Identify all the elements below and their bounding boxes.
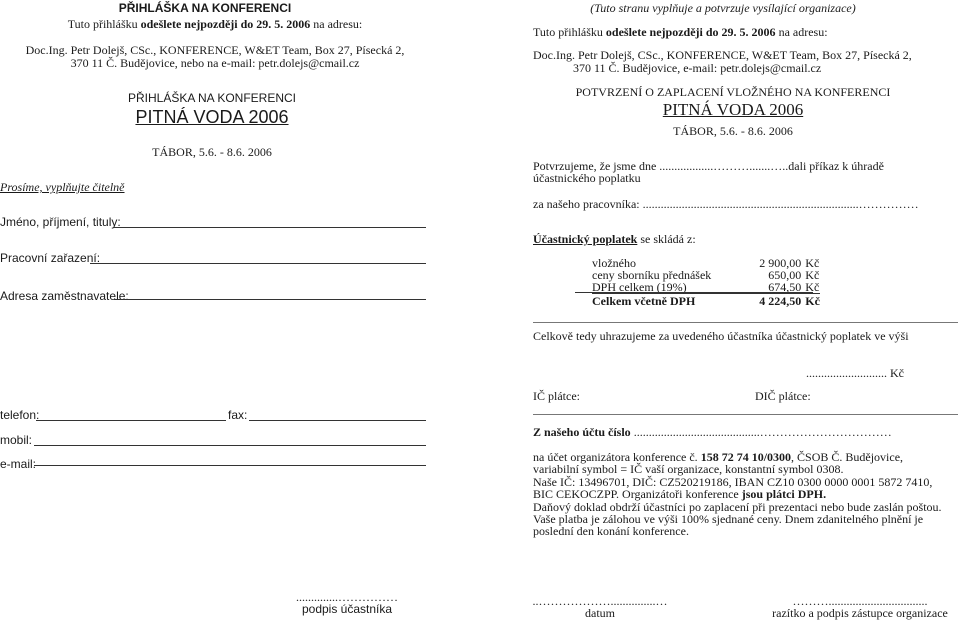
fee-total-currency: Kč xyxy=(801,294,820,308)
fee-intro xyxy=(533,233,696,246)
fee-item: ceny sborníku přednášek xyxy=(592,268,712,282)
section-divider xyxy=(533,322,958,323)
right-conference-name: PITNÁ VODA 2006 xyxy=(662,100,804,119)
fee-amount: 650,00 xyxy=(768,268,802,282)
phone-field[interactable] xyxy=(36,408,226,421)
left-venue-dates: TÁBOR, 5.6. - 8.6. 2006 xyxy=(152,145,272,159)
fee-amount: 2 900,00 xyxy=(759,256,802,270)
left-conference-name: PITNÁ VODA 2006 xyxy=(135,107,289,127)
stamp-dots: ………................................. xyxy=(792,594,928,608)
fee-intro-rest: se skládá z: xyxy=(637,232,696,246)
left-address-line1: Doc.Ing. Petr Dolejš, CSc., KONFERENCE, W&ET Team, Box 27, Písecká 2, xyxy=(25,43,405,57)
fee-intro-underlined: Účastnický poplatek xyxy=(533,232,638,246)
stamp-label: razítko a podpis zástupce organizace xyxy=(772,606,948,620)
payment-info-p3: Daňový doklad obdrží účastníci po zaplacení při prezentaci nebo bude zaslán poštou. Vaše platba je zálohou ve výši 100% sjednané ceny. Dnem zdanitelného plnění je poslední den konání konference. xyxy=(533,499,942,539)
employee-line: za našeho pracovníka: ........................................................................…………… xyxy=(533,197,919,211)
employer-address-field[interactable] xyxy=(114,287,426,300)
payment-info-p1 xyxy=(533,451,948,476)
account-dots[interactable]: ..........................................…………………………… xyxy=(633,425,892,439)
right-deadline-suffix: na adresu: xyxy=(775,25,828,39)
vat-payer-note: jsou plátci DPH. xyxy=(741,487,827,502)
signature-label: podpis účastníka xyxy=(301,602,393,616)
email-label: e-mail: xyxy=(0,457,37,471)
left-deadline-suffix: na adresu: xyxy=(310,17,363,31)
right-deadline xyxy=(533,26,828,39)
organizer-note: (Tuto stranu vyplňuje a potvrzuje vysílající organizace) xyxy=(590,1,856,15)
fee-total-item: Celkem včetně DPH xyxy=(592,294,711,308)
fee-total-row xyxy=(592,294,820,308)
fee-table xyxy=(592,257,820,307)
email-field[interactable] xyxy=(34,453,426,466)
employer-address-label: Adresa zaměstnavatele: xyxy=(0,289,129,303)
ico-label: IČ plátce: xyxy=(533,389,580,403)
mobile-label: mobil: xyxy=(0,433,33,447)
left-address-line2: 370 11 Č. Budějovice, nebo na e-mail: petr.dolejs@cmail.cz xyxy=(70,56,360,70)
right-deadline-prefix: Tuto přihlášku xyxy=(533,25,606,39)
fee-amount: 674,50 xyxy=(768,280,802,294)
left-form-heading: PŘIHLÁŠKA NA KONFERENCI xyxy=(127,91,297,105)
signature-dots: ..............…………… xyxy=(296,590,398,604)
right-venue-dates: TÁBOR, 5.6. - 8.6. 2006 xyxy=(673,124,793,138)
fee-currency: Kč xyxy=(805,268,820,282)
account-divider xyxy=(533,414,958,415)
left-header-title: PŘIHLÁŠKA NA KONFERENCI xyxy=(118,1,292,15)
date-label: datum xyxy=(585,606,615,620)
confirm-line2: účastnického poplatku xyxy=(533,171,641,185)
account-label: Z našeho účtu číslo xyxy=(533,425,631,439)
confirmation-heading: POTVRZENÍ O ZAPLACENÍ VLOŽNÉHO NA KONFERENCI xyxy=(575,85,891,99)
right-address-line2: 370 11 Č. Budějovice, e-mail: petr.dolejs@cmail.cz xyxy=(573,61,822,75)
dic-label: DIČ plátce: xyxy=(755,389,811,403)
payment-info-p2-text: Naše IČ: 13496701, DIČ: CZ520219186, IBAN CZ10 0300 0000 0001 5872 7410, BIC CEKOCZPP. Organizátoři konference xyxy=(533,474,933,502)
right-address-line1: Doc.Ing. Petr Dolejš, CSc., KONFERENCE, W&ET Team, Box 27, Písecká 2, xyxy=(533,48,912,62)
left-deadline xyxy=(25,18,405,31)
fee-table-underline xyxy=(575,292,813,293)
mobile-field[interactable] xyxy=(34,433,426,446)
fee-item: vložného xyxy=(592,256,636,270)
date-dots: ..………………...............… xyxy=(532,594,668,608)
position-label: Pracovní zařazení: xyxy=(0,251,101,265)
fee-total-amount: 4 224,50 xyxy=(711,294,801,308)
payment-info-p1-suffix: , ČSOB Č. Budějovice, variabilní symbol = IČ vaší organizace, konstantní symbol 0308. xyxy=(533,450,904,477)
fee-item: DPH celkem (19%) xyxy=(592,280,687,294)
payment-info xyxy=(533,451,948,538)
fee-currency: Kč xyxy=(805,256,820,270)
left-deadline-prefix: Tuto přihlášku xyxy=(67,17,141,31)
name-label: Jméno, příjmení, tituly: xyxy=(0,215,121,229)
phone-label: telefon: xyxy=(0,408,40,422)
name-field[interactable] xyxy=(114,215,426,228)
organizer-account-number: 158 72 74 10/0300 xyxy=(700,450,792,464)
total-statement: Celkově tedy uhrazujeme za uvedeného účastníka účastnický poplatek ve výši xyxy=(533,329,909,343)
payment-info-p2 xyxy=(533,476,948,501)
amount-blank[interactable]: ........................... Kč xyxy=(806,366,904,380)
fax-label: fax: xyxy=(228,408,248,422)
left-deadline-date: odešlete nejpozději do 29. 5. 2006 xyxy=(140,17,311,31)
confirm-line1: Potvrzujeme, že jsme dne ..................……….......…..dali příkaz k úhradě xyxy=(533,159,884,173)
fill-legibly-note: Prosíme, vyplňujte čitelně xyxy=(0,180,125,194)
right-deadline-date: odešlete nejpozději do 29. 5. 2006 xyxy=(605,25,776,39)
fax-field[interactable] xyxy=(249,408,426,421)
account-line xyxy=(533,426,892,439)
fee-currency: Kč xyxy=(805,280,820,294)
position-field[interactable] xyxy=(90,251,426,264)
payment-info-p1-prefix: na účet organizátora konference č. xyxy=(533,450,701,464)
